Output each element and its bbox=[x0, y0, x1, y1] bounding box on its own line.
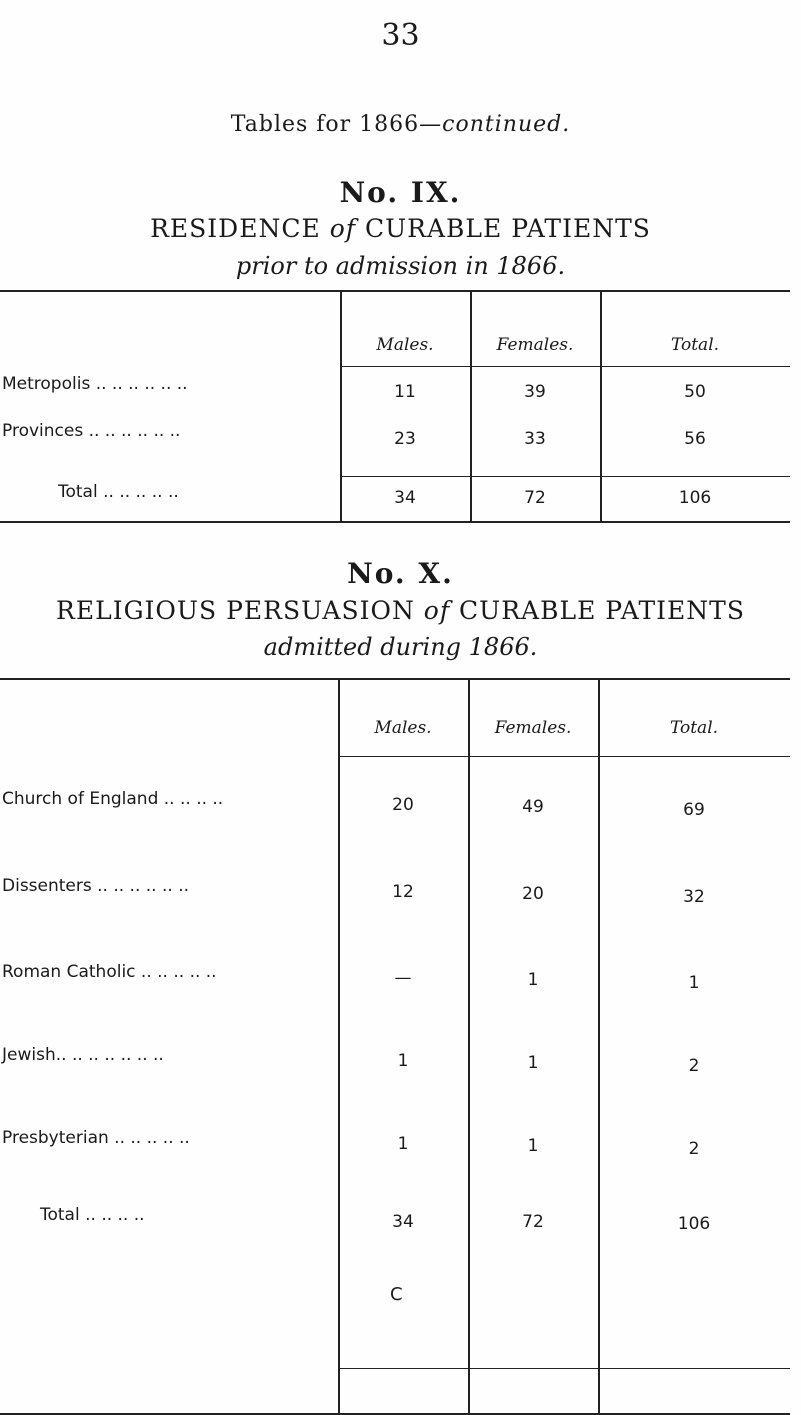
table9-top-rule bbox=[0, 290, 790, 292]
table10-total-label: Total .. .. .. .. bbox=[40, 1205, 145, 1225]
table9-cell: 23 bbox=[394, 429, 416, 449]
table10-cell: 1 bbox=[688, 973, 700, 993]
table10-header-rule bbox=[338, 756, 790, 757]
table9-total-label: Total .. .. .. .. .. bbox=[58, 482, 179, 502]
page-number: 33 bbox=[381, 18, 420, 53]
table10-cell: — bbox=[394, 968, 412, 988]
table9-cell: 50 bbox=[684, 382, 706, 402]
table9-subtitle: prior to admission in 1866. bbox=[235, 252, 566, 280]
table10-cell: 1 bbox=[397, 1134, 409, 1154]
running-head-prefix: Tables for 1866 bbox=[230, 112, 420, 137]
table10-col-divider bbox=[338, 678, 340, 1413]
table10-number: No. X. bbox=[347, 557, 454, 590]
table10-row-label: Presbyterian .. .. .. .. .. bbox=[2, 1128, 190, 1148]
table10-cell: 2 bbox=[688, 1056, 700, 1076]
table10-header-males: Males. bbox=[374, 718, 432, 738]
table9-total-rule bbox=[340, 476, 790, 477]
table10-total-cell: 34 bbox=[392, 1212, 414, 1232]
table10-row-label: Jewish.. .. .. .. .. .. .. bbox=[2, 1045, 164, 1065]
table9-row-label: Provinces .. .. .. .. .. .. bbox=[2, 421, 181, 441]
table10-title: RELIGIOUS PERSUASION of CURABLE PATIENTS bbox=[56, 596, 745, 625]
table9-header-total: Total. bbox=[670, 335, 720, 355]
table9-cell: 56 bbox=[684, 429, 706, 449]
table9-header-males: Males. bbox=[376, 335, 434, 355]
table10-cell: 49 bbox=[522, 797, 544, 817]
table10-row-label: Roman Catholic .. .. .. .. .. bbox=[2, 962, 217, 982]
signature-mark: C bbox=[390, 1284, 403, 1305]
table9-total-cell: 72 bbox=[524, 488, 546, 508]
table10-header-total: Total. bbox=[669, 718, 719, 738]
table10-cell: 1 bbox=[527, 1053, 539, 1073]
table9-row-label: Metropolis .. .. .. .. .. .. bbox=[2, 374, 188, 394]
table10-cell: 1 bbox=[397, 1051, 409, 1071]
table10-cell: 12 bbox=[392, 882, 414, 902]
table10-cell: 2 bbox=[688, 1139, 700, 1159]
table10-total-cell: 72 bbox=[522, 1212, 544, 1232]
table9-cell: 39 bbox=[524, 382, 546, 402]
table10-cell: 20 bbox=[392, 795, 414, 815]
table10-row-label: Dissenters .. .. .. .. .. .. bbox=[2, 876, 189, 896]
table9-cell: 11 bbox=[394, 382, 416, 402]
table9-header-females: Females. bbox=[496, 335, 574, 355]
table10-top-rule bbox=[0, 678, 790, 680]
table9-number: No. IX. bbox=[339, 176, 462, 209]
table10-total-cell: 106 bbox=[677, 1214, 711, 1234]
table10-header-females: Females. bbox=[494, 718, 572, 738]
table9-total-cell: 106 bbox=[678, 488, 712, 508]
table10-col-divider bbox=[598, 678, 600, 1413]
table10-col-divider bbox=[468, 678, 470, 1413]
running-head bbox=[0, 112, 801, 137]
table9-title: RESIDENCE of CURABLE PATIENTS bbox=[150, 214, 651, 243]
table10-cell: 69 bbox=[683, 800, 705, 820]
table9-cell: 33 bbox=[524, 429, 546, 449]
table10-total-rule bbox=[338, 1368, 790, 1369]
running-head-suffix: —continued. bbox=[419, 112, 571, 137]
table10-cell: 32 bbox=[683, 887, 705, 907]
table9-bottom-rule bbox=[0, 521, 790, 523]
table10-row-label: Church of England .. .. .. .. bbox=[2, 789, 224, 809]
table9-total-cell: 34 bbox=[394, 488, 416, 508]
table9-header-rule bbox=[340, 366, 790, 367]
table10-cell: 1 bbox=[527, 970, 539, 990]
table10-subtitle: admitted during 1866. bbox=[263, 633, 538, 661]
table10-cell: 20 bbox=[522, 884, 544, 904]
table10-cell: 1 bbox=[527, 1136, 539, 1156]
